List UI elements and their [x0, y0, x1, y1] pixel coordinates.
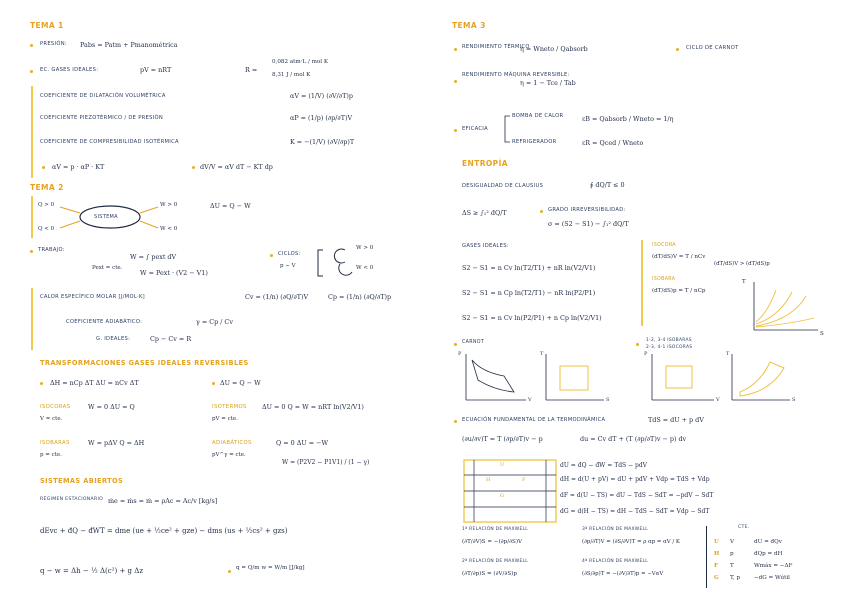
- gases-label: EC. GASES IDEALES:: [40, 67, 99, 73]
- cte-potential: F: [714, 563, 718, 569]
- cte-label: CTE.: [738, 525, 750, 530]
- potential-equation-2: dH = d(U + pV) = dU + pdV + Vdp = TdS + Vdp: [560, 476, 710, 483]
- s-axis-label: S: [606, 397, 610, 403]
- coef1-label: COEFICIENTE DE DILATACIÓN VOLUMÉTRICA: [40, 93, 166, 99]
- relation-equation-1: αV = p · αP · KT: [52, 163, 105, 171]
- isotermos-equation: ΔU = 0 Q = W = nRT ln(V2/V1): [262, 403, 364, 411]
- table-f: F: [522, 477, 526, 483]
- pext-label: Pext = cte.: [92, 265, 123, 271]
- gi-label: G. IDEALES:: [96, 336, 131, 342]
- eficacia-label: EFICACIA: [462, 126, 488, 132]
- maxwell2-label: 2ª RELACIÓN DE MAXWELL: [462, 559, 529, 564]
- adiabaticos-label: ADIABÁTICOS: [212, 440, 252, 446]
- potential-equation-4: dG = d(H − TS) = dH − TdS − SdT = Vdp − SdT: [560, 508, 710, 515]
- cte-variable: p: [730, 551, 734, 557]
- maxwell4-label: 4ª RELACIÓN DE MAXWELL: [582, 559, 649, 564]
- coef1-equation: αV = (1/V) (∂V/∂T)p: [290, 92, 353, 100]
- tema2-title: TEMA 2: [30, 183, 64, 192]
- entropy-equation-1: S2 − S1 = n Cv ln(T2/T1) + nR ln(V2/V1): [462, 264, 596, 272]
- isobaras-condition: p = cte.: [40, 452, 62, 458]
- maxwell3-label: 3ª RELACIÓN DE MAXWELL: [582, 527, 649, 532]
- cte-divider: [706, 526, 707, 588]
- rendimiento-label: RENDIMIENTO TÉRMICO: [462, 44, 530, 50]
- tema1-title: TEMA 1: [30, 21, 64, 30]
- gamma-equation: γ = Cp / Cv: [196, 318, 233, 326]
- cte-relation: −dG = Wútil: [754, 575, 790, 581]
- fundamental-title: ECUACIÓN FUNDAMENTAL DE LA TERMODINÁMICA: [462, 417, 606, 423]
- cte-row: [714, 548, 834, 560]
- dtds-comparison: (dT/dS)V > (dT/dS)p: [714, 261, 770, 267]
- clausius-label: DESIGUALDAD DE CLAUSIUS: [462, 183, 544, 189]
- adiabaticos-equation: Q = 0 ΔU = −W: [276, 439, 329, 447]
- flow-equation: ṁe = ṁs = ṁ = ρAc = Ac/v [kg/s]: [108, 497, 218, 505]
- v-axis-label: V: [528, 397, 532, 403]
- cte-row: [714, 536, 834, 548]
- gi-equation: Cp − Cv = R: [150, 335, 192, 343]
- presion-equation: Pabs = Patm + Pmanométrica: [80, 41, 178, 49]
- cp-equation: Cp = (1/n) (∂Q/∂T)p: [328, 293, 392, 301]
- qw-definition: q = Q/m w = W/m [J/kg]: [236, 565, 305, 571]
- energy-equation: dEvc + đQ − đWT = dme (ue + ½ce² + gze) − dms (us + ½cs² + gzs): [40, 527, 288, 535]
- cte-potential: G: [714, 575, 719, 581]
- coef2-equation: αP = (1/p) (∂p/∂T)V: [290, 114, 353, 122]
- maxwell1-label: 1ª RELACIÓN DE MAXWELL: [462, 527, 529, 532]
- ciclos-pv: p − V: [280, 263, 296, 269]
- rendimiento-reversible-label: RENDIMIENTO MÁQUINA REVERSIBLE:: [462, 72, 570, 78]
- v-axis-label: V: [716, 397, 720, 403]
- regimen-label: RÉGIMEN ESTACIONARIO: [40, 497, 104, 502]
- calor-label: CALOR ESPECÍFICO MOLAR [J/MOL·K]: [40, 294, 146, 300]
- grado-label: GRADO IRREVERSIBILIDAD:: [548, 207, 626, 213]
- adiabatic-work-equation: W = (P2V2 − P1V1) / (1 − γ): [282, 459, 370, 466]
- gases-ideales-label: GASES IDEALES:: [462, 243, 509, 249]
- s-axis-label: S: [820, 331, 824, 337]
- cte-row: [714, 572, 834, 584]
- presion-label: PRESIÓN:: [40, 41, 67, 47]
- cte-variable: V: [730, 539, 735, 545]
- s-axis-label: S: [792, 397, 796, 403]
- maxwell4-equation: (∂S/∂p)T = −(∂V/∂T)p = −VαV: [582, 571, 664, 577]
- entropy-equation-2: S2 − S1 = n Cp ln(T2/T1) − nR ln(P2/P1): [462, 289, 596, 297]
- p-axis-label: P: [644, 351, 648, 357]
- cte-variable: T: [730, 563, 734, 569]
- du-equation: ΔU = Q − W: [210, 202, 251, 210]
- r-value-2: 8,31 J / mol K: [272, 72, 311, 78]
- carnot-label: CARNOT: [462, 340, 485, 345]
- coef3-equation: K = −(1/V) (∂V/∂p)T: [290, 138, 355, 146]
- isotermos-condition: pV = cte.: [212, 416, 238, 422]
- q-negative: Q < 0: [38, 226, 55, 232]
- maxwell3-equation: (∂p/∂T)V = (∂S/∂V)T = ρ αp = αV / K: [582, 539, 680, 545]
- maxwell2-equation: (∂T/∂p)S = (∂V/∂S)p: [462, 571, 517, 577]
- p-axis-label: P: [458, 351, 462, 357]
- potential-equation-1: dU = đQ − đW = TdS − pdV: [560, 462, 647, 469]
- bomba-equation: εB = Qabsorb / Wneto = 1/η: [582, 115, 674, 123]
- cv-equation: Cv = (1/n) (∂Q/∂T)V: [245, 293, 309, 301]
- table-g: G: [500, 493, 504, 499]
- isobara-equation: (dT/dS)p = T / nCp: [652, 288, 706, 294]
- entropy-inequality: ΔS ≥ ∫₁² đQ/T: [462, 209, 507, 217]
- sigma-equation: σ = (S2 − S1) − ∫₁² đQ/T: [548, 220, 629, 228]
- cte-potential: U: [714, 539, 719, 545]
- transform-equation-1: ΔH = nCp ΔT ΔU = nCv ΔT: [50, 379, 139, 387]
- isocora-equation: (dT/dS)V = T / nCv: [652, 254, 706, 260]
- tema3-title: TEMA 3: [452, 21, 486, 30]
- t-axis-label: T: [726, 351, 730, 357]
- tds-equation: TdS = dU + p dV: [648, 416, 704, 424]
- refrigerador-equation: εR = Qced / Wneto: [582, 139, 644, 147]
- isobaras-label: ISOBARAS: [40, 440, 70, 446]
- cte-variable: T, p: [730, 575, 741, 581]
- w-positive: W > 0: [160, 202, 178, 208]
- r-value-1: 0,082 atm·L / mol K: [272, 59, 329, 65]
- rendimiento-reversible-equation: η = 1 − Tce / Tab: [520, 79, 576, 87]
- cte-relation: đQp = dH: [754, 551, 783, 557]
- ciclo-carnot-label: CICLO DE CARNOT: [686, 45, 739, 51]
- abiertos-title: SISTEMAS ABIERTOS: [40, 477, 124, 485]
- t-axis-label: T: [540, 351, 544, 357]
- cte-relation: Wmáx = −ΔF: [754, 563, 793, 569]
- adiabatico-label: COEFICIENTE ADIABÁTICO:: [66, 319, 143, 325]
- trabajo-equation-1: W = ∫ pext dV: [130, 253, 177, 261]
- isocora-label: ISOCORA: [652, 243, 676, 248]
- q-positive: Q > 0: [38, 202, 55, 208]
- isocoras-equation: W = 0 ΔU = Q: [88, 403, 135, 411]
- cte-potential: H: [714, 551, 720, 557]
- maxwell1-equation: (∂T/∂V)S = −(∂p/∂S)V: [462, 539, 523, 545]
- isobaras-equation: W = pΔV Q = ΔH: [88, 439, 145, 447]
- transform-title: TRANSFORMACIONES GASES IDEALES REVERSIBLES: [40, 359, 249, 367]
- table-h: H: [486, 477, 491, 483]
- ciclos-label: CICLOS:: [278, 251, 301, 257]
- cte-relation: dU = đQv: [754, 539, 782, 545]
- coef2-label: COEFICIENTE PIEZOTÉRMICO / DE PRESIÓN: [40, 115, 164, 121]
- entropy-equation-3: S2 − S1 = n Cv ln(P2/P1) + n Cp ln(V2/V1): [462, 314, 602, 322]
- r-label: R =: [245, 66, 258, 74]
- cte-row: [714, 560, 834, 572]
- fundamental-equation-right: du = Cv dT + (T (∂p/∂T)v − p) dv: [580, 435, 687, 443]
- iso-note-1: 1-2, 3-4 ISOBARAS: [646, 338, 692, 343]
- rendimiento-equation: η = Wneto / Qabsorb: [520, 45, 588, 53]
- isotermos-label: ISOTERMOS: [212, 404, 247, 410]
- w-negative: W < 0: [160, 226, 178, 232]
- relation-equation-2: dV/V = αV dT − KT dp: [200, 163, 273, 171]
- t-axis-label: T: [742, 279, 746, 285]
- coef3-label: COEFICIENTE DE COMPRESIBILIDAD ISOTÉRMICA: [40, 139, 179, 145]
- cte-table: [714, 536, 834, 584]
- isocoras-label: ISOCORAS: [40, 404, 71, 410]
- adiabaticos-condition: pV^γ = cte.: [212, 452, 246, 458]
- trabajo-label: TRABAJO:: [38, 247, 65, 253]
- fundamental-equation-left: (∂u/∂v)T = T (∂p/∂T)v − p: [462, 435, 543, 443]
- table-u: U: [500, 462, 505, 468]
- bomba-label: BOMBA DE CALOR: [512, 113, 564, 119]
- ciclo-w-positive: W > 0: [356, 245, 374, 251]
- iso-note-2: 2-3, 4-1 ISOCORAS: [646, 345, 693, 350]
- refrigerador-label: REFRIGERADOR: [512, 139, 557, 145]
- gases-equation: pV = nRT: [140, 66, 172, 74]
- transform-equation-2: ΔU = Q − W: [220, 379, 261, 387]
- clausius-equation: ∮ đQ/T ≤ 0: [590, 181, 625, 189]
- isocoras-condition: V = cte.: [40, 416, 63, 422]
- entropia-title: ENTROPÍA: [462, 159, 508, 168]
- ciclo-w-negative: W < 0: [356, 265, 374, 271]
- sistema-label: SISTEMA: [94, 214, 118, 220]
- potential-equation-3: dF = d(U − TS) = dU − TdS − SdT = −pdV − SdT: [560, 492, 714, 499]
- isobara-label: ISOBARA: [652, 277, 676, 282]
- final-equation: q − w = Δh − ½ Δ(c²) + g Δz: [40, 567, 144, 575]
- trabajo-equation-2: W = Pext · (V2 − V1): [140, 269, 208, 277]
